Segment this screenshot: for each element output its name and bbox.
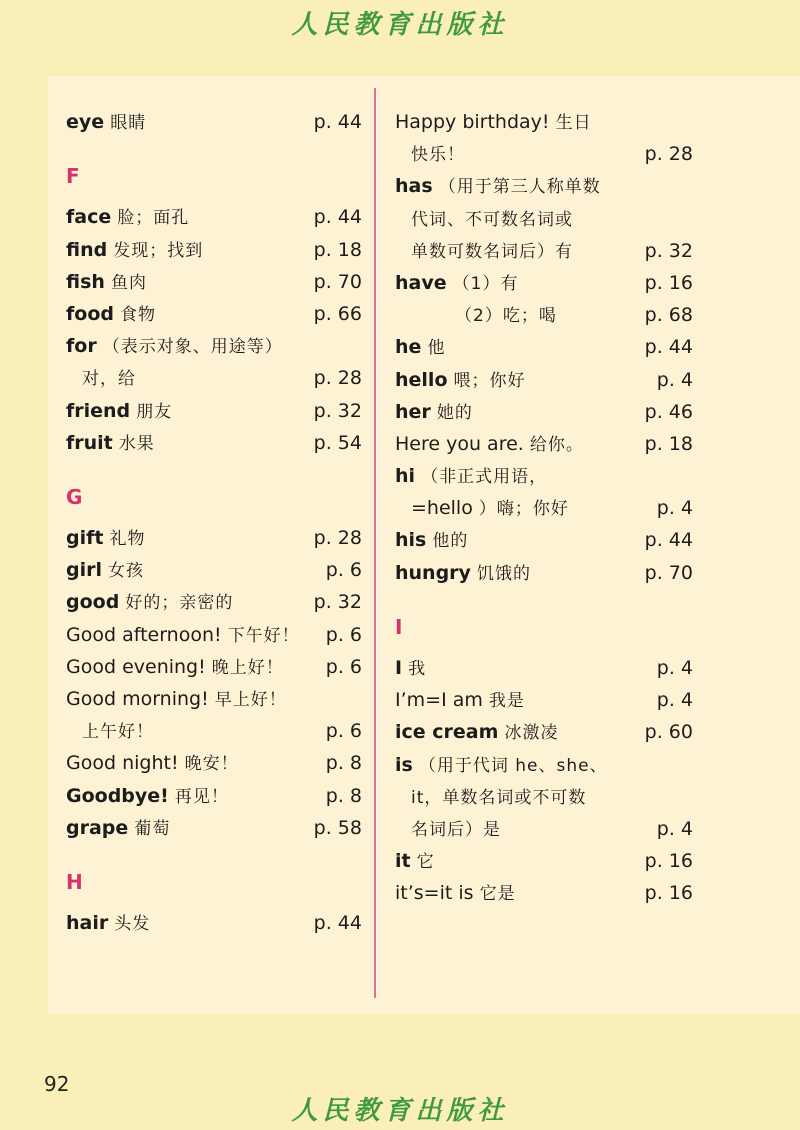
entry-translation: 代词、不可数名词或 xyxy=(411,209,573,230)
entry-word: =hello xyxy=(411,497,473,520)
entry-page-ref: p. 16 xyxy=(644,850,693,873)
column-divider xyxy=(374,88,376,998)
entry-word: Good morning! xyxy=(66,688,209,710)
entry-word: Goodbye! xyxy=(66,784,169,807)
entry-word: he xyxy=(395,336,422,359)
glossary-entry xyxy=(66,298,362,330)
entry-translation: 他的 xyxy=(432,531,469,552)
entry-page-ref: p. 70 xyxy=(644,561,693,584)
entry-word: fruit xyxy=(66,431,113,454)
glossary-entry xyxy=(395,138,693,170)
entry-translation: 冰激凌 xyxy=(504,723,559,744)
entry-translation: （用于代词 he、she、 xyxy=(418,755,608,776)
entry-translation: 女孩 xyxy=(108,561,145,582)
glossary-entry xyxy=(66,907,362,939)
entry-translation: 发现；找到 xyxy=(113,240,204,261)
entry-translation: 好的；亲密的 xyxy=(125,593,234,614)
entry-word: for xyxy=(66,335,97,358)
glossary-entry xyxy=(395,781,693,813)
entry-word: find xyxy=(66,238,108,261)
entry-translation: 头发 xyxy=(114,914,151,935)
entry-translation: 给你。 xyxy=(529,434,584,455)
glossary-entry xyxy=(66,651,362,683)
entry-word: it’s=it is xyxy=(395,882,474,905)
glossary-entry xyxy=(66,586,362,618)
entry-translation: （非正式用语， xyxy=(421,467,548,488)
glossary-entry xyxy=(395,652,693,684)
entry-word: Good night! xyxy=(66,752,179,775)
entry-translation: 食物 xyxy=(120,304,157,325)
entry-translation: 饥饿的 xyxy=(476,563,531,584)
entry-translation: 快乐！ xyxy=(411,145,465,166)
glossary-entry xyxy=(395,267,693,299)
section-letter: H xyxy=(66,869,83,894)
publisher-logo-bottom: 人民教育出版社 xyxy=(291,1096,509,1126)
entry-translation: 礼物 xyxy=(109,529,146,550)
entry-translation: 生日 xyxy=(555,113,592,133)
entry-word: I xyxy=(395,657,403,679)
entry-word: good xyxy=(66,591,120,614)
entry-word: face xyxy=(66,206,112,229)
entry-page-ref: p. 8 xyxy=(325,752,362,775)
publisher-logo-top: 人民教育出版社 xyxy=(291,10,509,40)
entry-translation: 对，给 xyxy=(82,369,136,390)
entry-translation: 它 xyxy=(416,852,435,873)
entry-word: Good evening! xyxy=(66,655,206,678)
entry-page-ref: p. 32 xyxy=(644,239,693,262)
entry-page-ref: p. 44 xyxy=(644,336,693,359)
entry-page-ref: p. 44 xyxy=(313,111,362,133)
entry-page-ref: p. 6 xyxy=(325,655,362,678)
entry-translation: 葡萄 xyxy=(134,818,171,839)
entry-translation: ）嗨；你好 xyxy=(478,499,569,520)
entry-word: hair xyxy=(66,912,109,935)
glossary-entry xyxy=(66,747,362,779)
entry-translation: 上午好！ xyxy=(82,722,154,743)
glossary-entry xyxy=(66,362,362,394)
glossary-entry xyxy=(66,715,362,747)
entry-word: his xyxy=(395,529,427,552)
glossary-entry xyxy=(66,201,362,233)
entry-page-ref: p. 44 xyxy=(313,912,362,935)
entry-word: is xyxy=(395,753,413,776)
glossary-entry xyxy=(395,557,693,589)
glossary-entry xyxy=(395,364,693,396)
entry-page-ref: p. 4 xyxy=(656,689,693,712)
entry-word: girl xyxy=(66,559,102,582)
glossary-entry xyxy=(395,684,693,716)
entry-page-ref: p. 4 xyxy=(656,817,693,840)
entry-translation: 下午好！ xyxy=(227,625,300,646)
entry-page-ref: p. 54 xyxy=(313,431,362,454)
entry-page-ref: p. 4 xyxy=(656,368,693,391)
entry-word: hi xyxy=(395,465,416,488)
glossary-entry xyxy=(66,395,362,427)
entry-translation: 名词后）是 xyxy=(411,819,501,840)
glossary-entry xyxy=(395,170,693,202)
entry-word: have xyxy=(395,271,447,294)
entry-translation: it，单数名词或不可数 xyxy=(411,787,587,808)
entry-word: I’m=I am xyxy=(395,689,483,712)
entry-word: has xyxy=(395,175,433,198)
entry-translation: （用于第三人称单数 xyxy=(438,177,601,198)
entry-translation: 脸；面孔 xyxy=(117,208,190,229)
entry-page-ref: p. 6 xyxy=(325,720,362,743)
glossary-entry xyxy=(66,427,362,459)
entry-translation: 他 xyxy=(427,338,446,359)
entry-word: Happy birthday! xyxy=(395,111,550,133)
entry-word: grape xyxy=(66,816,129,839)
entry-page-ref: p. 60 xyxy=(644,721,693,744)
page-number: 92 xyxy=(44,1072,70,1096)
entry-translation: 晚上好！ xyxy=(211,657,284,678)
glossary-left-column xyxy=(66,106,362,939)
entry-translation: 我是 xyxy=(488,691,525,712)
glossary-entry xyxy=(66,780,362,812)
section-letter: F xyxy=(66,164,80,189)
glossary-entry xyxy=(395,299,693,331)
section-letter: I xyxy=(395,614,403,639)
entry-translation: 它是 xyxy=(479,884,516,905)
entry-word: ice cream xyxy=(395,721,499,744)
glossary-entry xyxy=(395,428,693,460)
entry-word: hello xyxy=(395,368,448,391)
glossary-entry xyxy=(395,331,693,363)
entry-translation: （2）吃；喝 xyxy=(455,306,557,327)
entry-page-ref: p. 4 xyxy=(656,657,693,679)
entry-page-ref: p. 68 xyxy=(644,304,693,327)
section-letter: G xyxy=(66,484,83,509)
glossary-entry xyxy=(66,266,362,298)
entry-page-ref: p. 28 xyxy=(313,527,362,550)
entry-page-ref: p. 4 xyxy=(656,497,693,520)
entry-translation: 早上好！ xyxy=(214,690,287,710)
glossary-entry xyxy=(66,234,362,266)
glossary-entry xyxy=(395,203,693,235)
glossary-entry xyxy=(395,813,693,845)
glossary-entry xyxy=(66,330,362,362)
entry-page-ref: p. 18 xyxy=(313,238,362,261)
entry-word: fish xyxy=(66,270,105,293)
glossary-entry xyxy=(66,812,362,844)
glossary-entry xyxy=(395,716,693,748)
entry-translation: 喂；你好 xyxy=(453,370,526,391)
entry-translation: 晚安！ xyxy=(184,754,239,775)
glossary-entry xyxy=(395,845,693,877)
entry-page-ref: p. 8 xyxy=(325,784,362,807)
entry-word: Good afternoon! xyxy=(66,623,222,646)
entry-page-ref: p. 66 xyxy=(313,302,362,325)
entry-word: gift xyxy=(66,527,104,550)
glossary-entry xyxy=(66,522,362,554)
entry-translation: 鱼肉 xyxy=(110,272,147,293)
entry-word: her xyxy=(395,400,431,423)
glossary-entry xyxy=(66,554,362,586)
glossary-right-column xyxy=(395,106,693,910)
entry-page-ref: p. 32 xyxy=(313,399,362,422)
entry-page-ref: p. 44 xyxy=(644,529,693,552)
glossary-entry xyxy=(395,749,693,781)
entry-word: friend xyxy=(66,399,131,422)
entry-page-ref: p. 6 xyxy=(325,559,362,582)
entry-page-ref: p. 16 xyxy=(644,271,693,294)
entry-word: eye xyxy=(66,111,105,133)
entry-translation: 再见！ xyxy=(174,786,229,807)
entry-translation: 我 xyxy=(408,659,427,679)
glossary-entry xyxy=(395,106,693,138)
entry-word: food xyxy=(66,302,114,325)
glossary-entry xyxy=(66,683,362,715)
glossary-entry xyxy=(66,619,362,651)
glossary-entry xyxy=(395,877,693,909)
glossary-entry xyxy=(395,524,693,556)
entry-translation: 她的 xyxy=(436,402,473,423)
entry-translation: 单数可数名词后）有 xyxy=(411,241,573,262)
entry-page-ref: p. 18 xyxy=(644,432,693,455)
entry-page-ref: p. 28 xyxy=(313,367,362,390)
entry-page-ref: p. 32 xyxy=(313,591,362,614)
glossary-entry xyxy=(395,235,693,267)
glossary-entry xyxy=(395,396,693,428)
entry-translation: 水果 xyxy=(118,433,155,454)
entry-translation: 眼睛 xyxy=(110,113,147,133)
entry-page-ref: p. 44 xyxy=(313,206,362,229)
entry-word: it xyxy=(395,850,411,873)
entry-page-ref: p. 46 xyxy=(644,400,693,423)
entry-page-ref: p. 28 xyxy=(644,143,693,166)
glossary-entry xyxy=(66,106,362,138)
entry-page-ref: p. 6 xyxy=(325,623,362,646)
entry-word: Here you are. xyxy=(395,432,524,455)
entry-page-ref: p. 58 xyxy=(313,816,362,839)
entry-translation: （表示对象、用途等） xyxy=(102,337,283,358)
entry-translation: 朋友 xyxy=(136,401,173,422)
entry-word: hungry xyxy=(395,561,471,584)
glossary-entry xyxy=(395,460,693,492)
entry-translation: （1）有 xyxy=(452,273,519,294)
entry-page-ref: p. 16 xyxy=(644,882,693,905)
glossary-entry xyxy=(395,492,693,524)
entry-page-ref: p. 70 xyxy=(313,270,362,293)
